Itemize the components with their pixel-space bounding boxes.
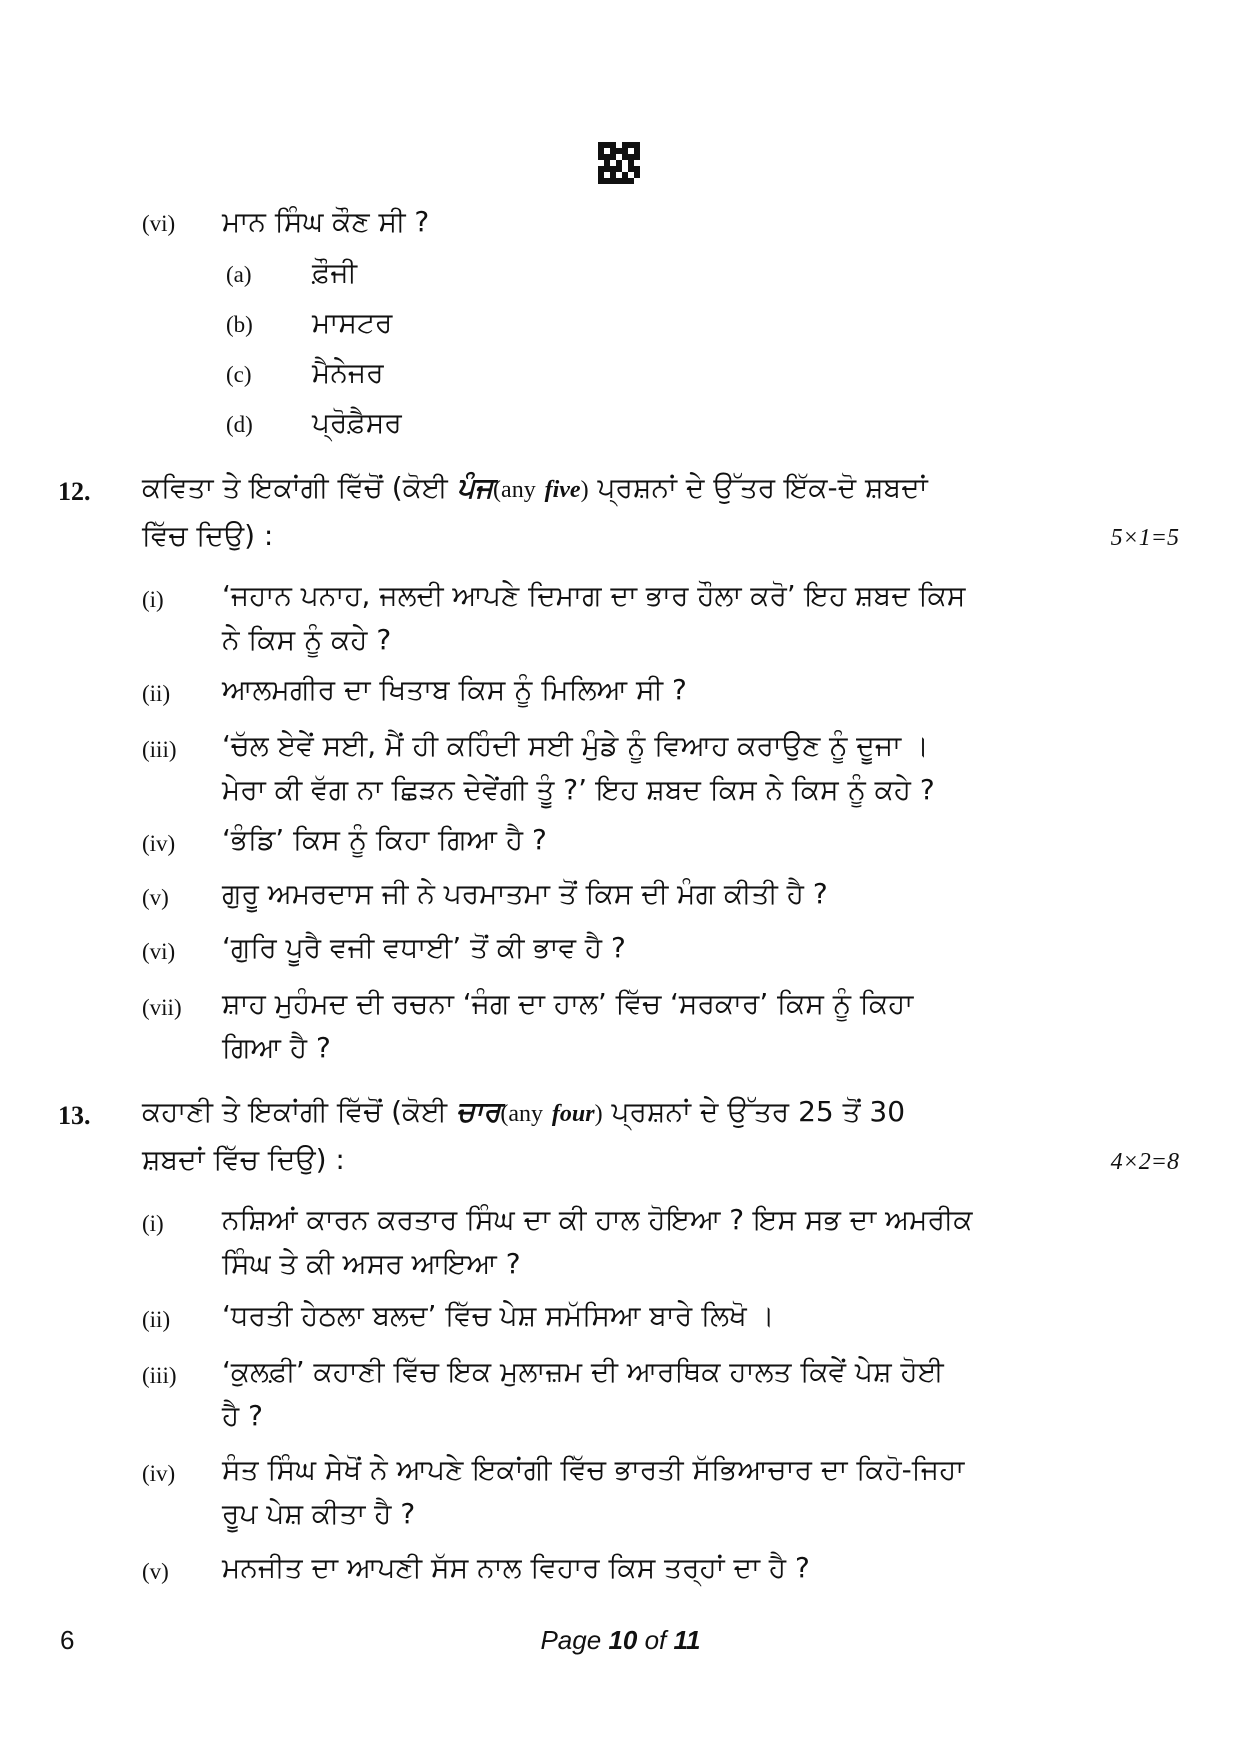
page-total: 11 — [673, 1625, 701, 1655]
q13-ii-line1: ‘ਧਰਤੀ ਹੇਠਲਾ ਬਲਦ’ ਵਿੱਚ ਪੇਸ਼ ਸਮੱਸਿਆ ਬਾਰੇ ਲਿਖੋ । — [222, 1299, 775, 1332]
q12-vii-label: (vii) — [142, 995, 182, 1020]
q13-i-line2: ਸਿੰਘ ਤੇ ਕੀ ਅਸਰ ਆਇਆ ? — [222, 1247, 521, 1280]
q12-i-line2: ਨੇ ਕਿਸ ਨੂੰ ਕਹੇ ? — [222, 623, 392, 656]
question-12-line1 — [142, 470, 928, 508]
q13-i-line1: ਨਸ਼ਿਆਂ ਕਾਰਨ ਕਰਤਾਰ ਸਿੰਘ ਦਾ ਕੀ ਹਾਲ ਹੋਇਆ ? ਇਸ ਸਭ ਦਾ ਅਮਰੀਕ — [222, 1203, 973, 1236]
q13-text-a: ਕਹਾਣੀ ਤੇ ਇਕਾਂਗੀ ਵਿੱਚੋਂ (ਕੋਈ — [142, 1095, 448, 1128]
q12-text-a: ਕਵਿਤਾ ਤੇ ਇਕਾਂਗੀ ਵਿੱਚੋਂ (ਕੋਈ — [142, 471, 448, 504]
q11-vi-text: ਮਾਨ ਸਿੰਘ ਕੌਣ ਸੀ ? — [222, 205, 430, 238]
page-word: Page — [540, 1625, 602, 1655]
q12-v-line1: ਗੁਰੂ ਅਮਰਦਾਸ ਜੀ ਨੇ ਪਰਮਾਤਮਾ ਤੋਂ ਕਿਸ ਦੀ ਮੰਗ ਕੀਤੀ ਹੈ ? — [222, 877, 828, 910]
q13-iii-line2: ਹੈ ? — [222, 1399, 263, 1432]
q12-any: (any — [493, 477, 536, 503]
option-label-a: (a) — [226, 262, 252, 287]
q13-v-label: (v) — [142, 1559, 169, 1584]
q12-vi-line1: ‘ਗੁਰਿ ਪੂਰੈ ਵਜੀ ਵਧਾਈ’ ਤੋਂ ਕੀ ਭਾਵ ਹੈ ? — [222, 931, 626, 964]
q12-emphasis-punjabi: ਪੰਜ — [456, 471, 494, 504]
page-current: 10 — [608, 1625, 638, 1655]
question-13-line1 — [142, 1094, 905, 1132]
q12-vii-line2: ਗਿਆ ਹੈ ? — [222, 1031, 331, 1064]
question-12-line2: ਵਿੱਚ ਦਿਉ) : — [142, 519, 274, 552]
q13-iii-label: (iii) — [142, 1363, 177, 1388]
option-text-c: ਮੈਨੇਜਰ — [312, 356, 384, 389]
q12-vi-label: (vi) — [142, 939, 176, 964]
q13-iv-line1: ਸੰਤ ਸਿੰਘ ਸੇਖੋਂ ਨੇ ਆਪਣੇ ਇਕਾਂਗੀ ਵਿੱਚ ਭਾਰਤੀ ਸੱਭਿਆਚਾਰ ਦਾ ਕਿਹੋ-ਜਿਹਾ — [222, 1453, 965, 1486]
q12-iii-label: (iii) — [142, 737, 177, 762]
q13-text-b: ਪ੍ਰਸ਼ਨਾਂ ਦੇ ਉੱਤਰ 25 ਤੋਂ 30 — [611, 1095, 906, 1128]
q12-i-label: (i) — [142, 587, 164, 612]
q13-i-label: (i) — [142, 1211, 164, 1236]
q13-ii-label: (ii) — [142, 1307, 171, 1332]
page-indicator — [0, 1625, 1241, 1656]
q13-iii-line1: ‘ਕੁਲਫ਼ੀ’ ਕਹਾਣੀ ਵਿੱਚ ਇਕ ਮੁਲਾਜ਼ਮ ਦੀ ਆਰਥਿਕ ਹਾਲਤ ਕਿਵੇਂ ਪੇਸ਼ ਹੋਈ — [222, 1355, 944, 1388]
option-label-c: (c) — [226, 362, 252, 387]
question-number-13: 13. — [58, 1101, 91, 1130]
q11-vi-label: (vi) — [142, 211, 176, 236]
q13-count-english: four — [551, 1101, 595, 1127]
q13-marks: 4×2=8 — [1110, 1149, 1179, 1175]
option-label-d: (d) — [226, 412, 253, 437]
option-text-a: ਫ਼ੌਜੀ — [312, 256, 358, 289]
option-text-b: ਮਾਸਟਰ — [312, 306, 393, 339]
q12-iii-line2: ਮੇਰਾ ਕੀ ਵੱਗ ਨਾ ਛਿੜਨ ਦੇਵੇਂਗੀ ਤੂੰ ?’ ਇਹ ਸ਼ਬਦ ਕਿਸ ਨੇ ਕਿਸ ਨੂੰ ਕਹੇ ? — [222, 773, 935, 806]
q13-any: (any — [500, 1101, 543, 1127]
q12-close-paren: ) — [580, 477, 589, 503]
option-label-b: (b) — [226, 312, 253, 337]
q12-iii-line1: ‘ਚੱਲ ਏਵੇਂ ਸਈ, ਮੈਂ ਹੀ ਕਹਿੰਦੀ ਸਈ ਮੁੰਡੇ ਨੂੰ ਵਿਆਹ ਕਰਾਉਣ ਨੂੰ ਦੂਜਾ । — [222, 729, 929, 762]
q12-iv-line1: ‘ਭੰਡਿ’ ਕਿਸ ਨੂੰ ਕਿਹਾ ਗਿਆ ਹੈ ? — [222, 823, 547, 856]
q12-ii-label: (ii) — [142, 681, 171, 706]
question-number-12: 12. — [58, 477, 91, 506]
q12-iv-label: (iv) — [142, 831, 176, 856]
footer-code: 6 — [60, 1625, 75, 1655]
q12-i-line1: ‘ਜਹਾਨ ਪਨਾਹ, ਜਲਦੀ ਆਪਣੇ ਦਿਮਾਗ ਦਾ ਭਾਰ ਹੌਲਾ ਕਰੋ’ ਇਹ ਸ਼ਬਦ ਕਿਸ — [222, 579, 966, 612]
question-13-line2: ਸ਼ਬਦਾਂ ਵਿੱਚ ਦਿਉ) : — [142, 1143, 345, 1176]
q12-ii-line1: ਆਲਮਗੀਰ ਦਾ ਖਿਤਾਬ ਕਿਸ ਨੂੰ ਮਿਲਿਆ ਸੀ ? — [222, 673, 687, 706]
q13-v-line1: ਮਨਜੀਤ ਦਾ ਆਪਣੀ ਸੱਸ ਨਾਲ ਵਿਹਾਰ ਕਿਸ ਤਰ੍ਹਾਂ ਦਾ ਹੈ ? — [222, 1551, 810, 1584]
qr-code-icon — [598, 142, 640, 184]
q12-count-english: five — [544, 477, 581, 503]
of-word: of — [644, 1625, 667, 1655]
q12-vii-line1: ਸ਼ਾਹ ਮੁਹੰਮਦ ਦੀ ਰਚਨਾ ‘ਜੰਗ ਦਾ ਹਾਲ’ ਵਿੱਚ ‘ਸਰਕਾਰ’ ਕਿਸ ਨੂੰ ਕਿਹਾ — [222, 987, 914, 1020]
option-text-d: ਪ੍ਰੋਫ਼ੈਸਰ — [312, 406, 402, 439]
q12-marks: 5×1=5 — [1110, 525, 1179, 551]
q13-iv-label: (iv) — [142, 1461, 176, 1486]
q13-iv-line2: ਰੂਪ ਪੇਸ਼ ਕੀਤਾ ਹੈ ? — [222, 1497, 416, 1530]
q12-v-label: (v) — [142, 885, 169, 910]
q13-emphasis-punjabi: ਚਾਰ — [456, 1095, 501, 1128]
q12-text-b: ਪ੍ਰਸ਼ਨਾਂ ਦੇ ਉੱਤਰ ਇੱਕ-ਦੋ ਸ਼ਬਦਾਂ — [597, 471, 928, 504]
q13-close-paren: ) — [594, 1101, 603, 1127]
